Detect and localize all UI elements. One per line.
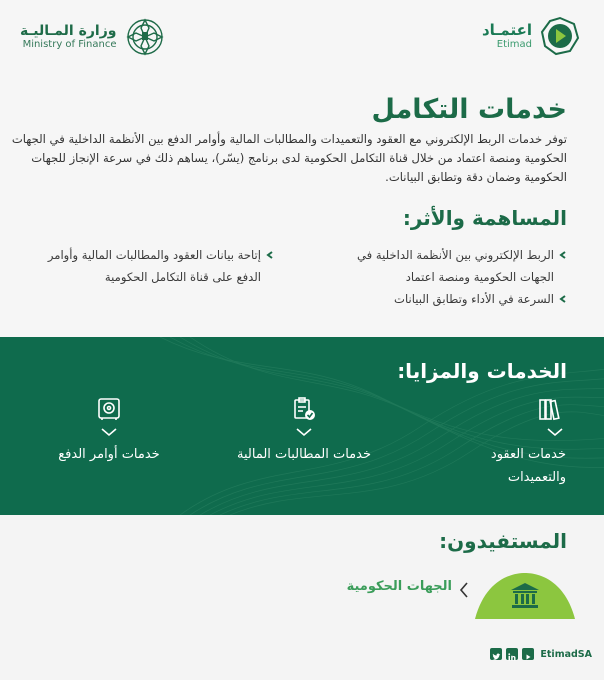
chevron-left-icon	[559, 251, 567, 259]
contribution-title: المساهمة والأثر:	[402, 206, 567, 230]
etimad-logo[interactable]	[482, 16, 580, 56]
service-contracts[interactable]	[444, 396, 604, 489]
beneficiaries-title: المستفيدون:	[439, 529, 567, 553]
beneficiary-label: الجهات الحكومية	[346, 579, 452, 594]
list-item-text: الربط الإلكتروني بين الأنظمة الداخلية في الجهات الحكومية ومنصة اعتماد	[357, 248, 554, 284]
service-payment-orders[interactable]	[44, 396, 174, 466]
youtube-icon[interactable]	[522, 648, 534, 660]
header	[0, 0, 604, 80]
chevron-left-icon	[459, 582, 469, 598]
top-section	[0, 0, 604, 337]
beneficiaries-section	[0, 515, 604, 680]
etimad-name-en: Etimad	[496, 38, 532, 50]
mof-wordmark	[20, 23, 117, 52]
chevron-left-icon	[559, 295, 567, 303]
mof-name-ar: وزارة المـاليـة	[20, 22, 117, 39]
twitter-icon[interactable]	[490, 648, 502, 660]
list-item	[335, 288, 567, 310]
chevron-down-icon	[296, 428, 312, 437]
service-financial-claims[interactable]	[229, 396, 379, 466]
ministry-emblem-icon	[125, 16, 165, 58]
linkedin-icon[interactable]	[506, 648, 518, 660]
binders-icon	[537, 396, 563, 422]
intro-paragraph: توفر خدمات الربط الإلكتروني مع العقود والتعميدات والمطالبات المالية وأوامر الدفع بين الأنظمة الداخلية في الجهات الحكومية ومنصة اعتماد من خلال قناة التكامل الحكومية لدى برنامج (يسّر)، يساهم ذلك في سرعة الإنجاز للجهات الحكومية وضمان دقة وتطابق البيانات.	[11, 132, 567, 184]
chevron-down-icon	[547, 428, 563, 437]
services-band	[0, 337, 604, 515]
service-label: خدمات أوامر الدفع	[58, 447, 160, 462]
service-label: خدمات العقود والتعميدات	[490, 447, 566, 485]
list-item-text: السرعة في الأداء وتطابق البيانات	[394, 292, 554, 306]
chevron-left-icon	[266, 251, 274, 259]
etimad-wordmark	[482, 22, 532, 50]
government-building-icon[interactable]	[475, 571, 575, 619]
list-item	[42, 244, 274, 288]
etimad-name-ar: اعتمـاد	[481, 21, 532, 40]
list-item	[335, 244, 567, 288]
chevron-down-icon	[101, 428, 117, 437]
contribution-list-left	[42, 244, 274, 288]
list-item-text: إتاحة بيانات العقود والمطالبات المالية وأوامر الدفع على قناة التكامل الحكومية	[47, 248, 261, 284]
clipboard-check-icon	[291, 396, 317, 422]
mof-name-en: Ministry of Finance	[22, 39, 117, 51]
service-label: خدمات المطالبات المالية	[237, 447, 371, 462]
social-handle[interactable]: EtimadSA	[540, 648, 592, 660]
contribution-list-right	[335, 244, 567, 310]
etimad-logo-icon	[540, 16, 580, 56]
social-links	[490, 648, 592, 660]
mof-logo[interactable]	[20, 16, 165, 58]
page-title: خدمات التكامل	[371, 94, 567, 125]
services-title: الخدمات والمزايا:	[397, 359, 567, 383]
safe-icon	[96, 396, 122, 422]
